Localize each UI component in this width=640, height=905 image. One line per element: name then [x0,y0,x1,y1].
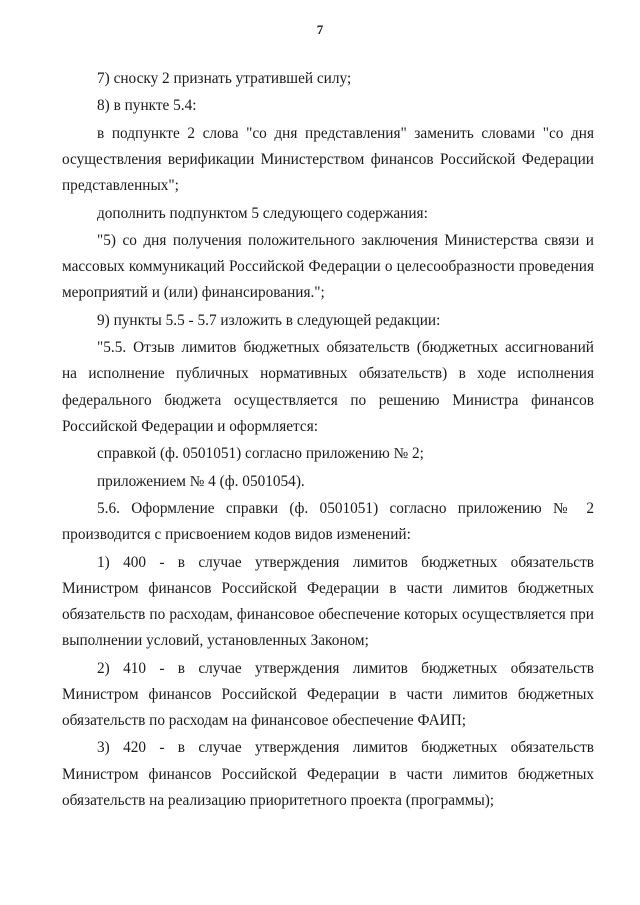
paragraph-code-420: 3) 420 - в случае утверждения лимитов бюджетных обязательств Министром финансов Российской Федерации в части лимитов бюджетных обязательств на реализацию приоритетного проекта (программы); [62,739,594,809]
paragraph-item-9: 9) пункты 5.5 - 5.7 изложить в следующей редакции: [97,311,441,329]
paragraph-subclause-2-replace: в подпункте 2 слова "со дня представления" заменить словами "со дня осуществления верификации Министерством финансов Российской Федерации представленных"; [62,124,594,195]
document-body [62,66,594,815]
paragraph-subclause-5-text: "5) со дня получения положительного заключения Министерства связи и массовых коммуникаций Российской Федерации о целесообразности проведения мероприятий и (или) финансирования."; [62,231,594,302]
paragraph-form-0501054: приложением № 4 (ф. 0501054). [97,472,305,490]
paragraph-5-6: 5.6. Оформление справки (ф. 0501051) согласно приложению № 2 производится с присвоением кодов видов изменений: [62,499,594,544]
paragraph-form-0501051: справкой (ф. 0501051) согласно приложению № 2; [97,445,424,463]
page-number: 7 [316,22,324,37]
paragraph-item-8: 8) в пункте 5.4: [97,97,197,115]
paragraph-5-5: "5.5. Отзыв лимитов бюджетных обязательств (бюджетных ассигнований на исполнение публичных нормативных обязательств) в ходе исполнения федерального бюджета осуществляется по решению Министра финансов Российской Федерации и оформляется: [62,339,594,435]
paragraph-add-subclause-5: дополнить подпунктом 5 следующего содержания: [97,204,428,222]
paragraph-code-410: 2) 410 - в случае утверждения лимитов бюджетных обязательств Министром финансов Российской Федерации в части лимитов бюджетных обязательств по расходам на финансовое обеспечение ФАИП; [62,659,594,729]
paragraph-code-400: 1) 400 - в случае утверждения лимитов бюджетных обязательств Министром финансов Российской Федерации в части лимитов бюджетных обязательств по расходам, финансовое обеспечение которых осуществляется при выполнении условий, установленных Законом; [62,553,594,650]
paragraph-item-7: 7) сноску 2 признать утратившей силу; [97,70,352,87]
